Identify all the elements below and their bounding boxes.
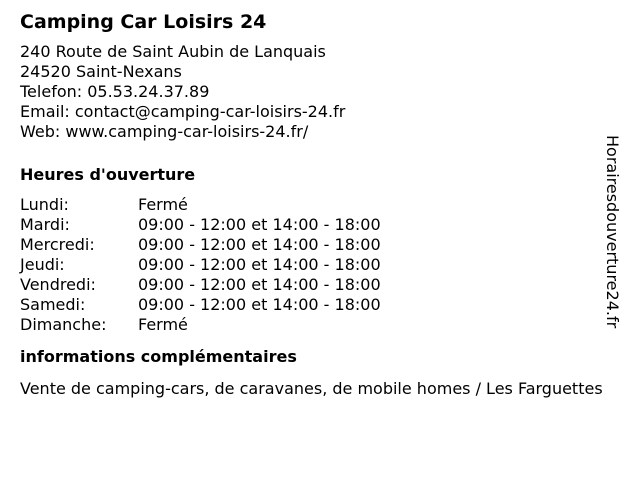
hours-time: Fermé — [138, 195, 188, 214]
opening-hours-heading: Heures d'ouverture — [20, 165, 196, 184]
hours-day: Mercredi: — [20, 235, 95, 254]
business-card — [20, 10, 630, 399]
email-line: Email: contact@camping-car-loisirs-24.fr — [20, 102, 346, 121]
hours-day: Vendredi: — [20, 275, 96, 294]
phone-line: Telefon: 05.53.24.37.89 — [20, 82, 210, 101]
hours-time: 09:00 - 12:00 et 14:00 - 18:00 — [138, 275, 381, 294]
hours-day: Samedi: — [20, 295, 86, 314]
hours-row-wednesday — [20, 235, 630, 255]
website-line: Web: www.camping-car-loisirs-24.fr/ — [20, 122, 309, 141]
hours-time: 09:00 - 12:00 et 14:00 - 18:00 — [138, 235, 381, 254]
hours-row-sunday — [20, 315, 630, 335]
hours-row-tuesday — [20, 215, 630, 235]
additional-info-heading: informations complémentaires — [20, 347, 297, 366]
hours-day: Lundi: — [20, 195, 69, 214]
business-name: Camping Car Loisirs 24 — [20, 11, 267, 33]
contact-details — [20, 42, 630, 142]
hours-time: 09:00 - 12:00 et 14:00 - 18:00 — [138, 295, 381, 314]
hours-day: Mardi: — [20, 215, 70, 234]
hours-time: 09:00 - 12:00 et 14:00 - 18:00 — [138, 215, 381, 234]
hours-time: Fermé — [138, 315, 188, 334]
hours-time: 09:00 - 12:00 et 14:00 - 18:00 — [138, 255, 381, 274]
address-city: 24520 Saint-Nexans — [20, 62, 182, 81]
hours-row-monday — [20, 195, 630, 215]
hours-day: Dimanche: — [20, 315, 107, 334]
hours-row-friday — [20, 275, 630, 295]
additional-info-text: Vente de camping-cars, de caravanes, de mobile homes / Les Farguettes — [20, 379, 603, 398]
hours-row-thursday — [20, 255, 630, 275]
address-street: 240 Route de Saint Aubin de Lanquais — [20, 42, 326, 61]
opening-hours-table — [20, 195, 630, 335]
hours-day: Jeudi: — [20, 255, 65, 274]
hours-row-saturday — [20, 295, 630, 315]
site-watermark: Horairesdouverture24.fr — [603, 135, 622, 329]
